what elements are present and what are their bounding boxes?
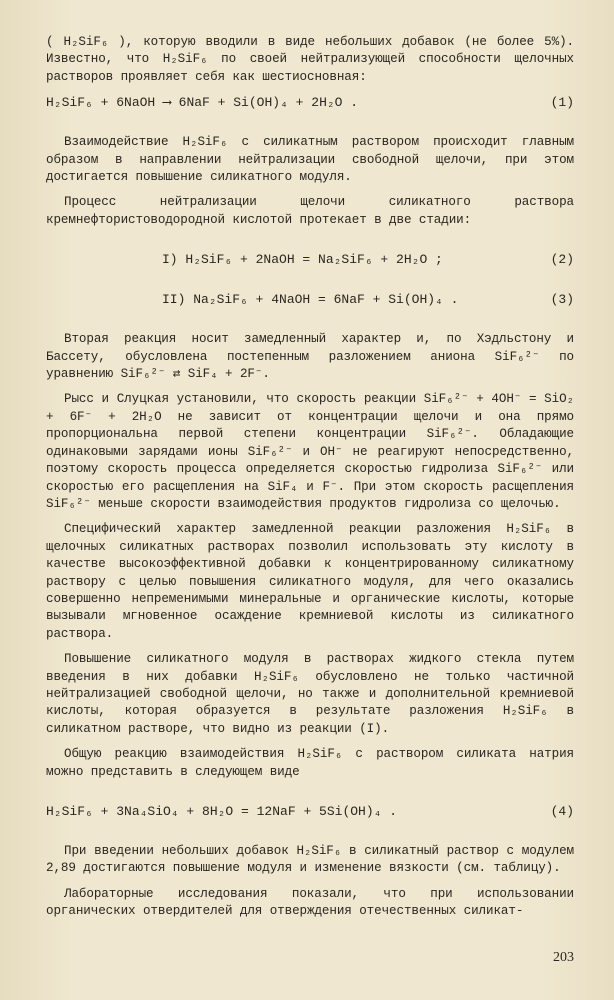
paragraph-neutralization: Процесс нейтрализации щелочи силикатного раствора кремнефтористоводородной кислотой протекает в две стадии:: [46, 195, 574, 227]
paragraph-intro: ( H₂SiF₆ ), которую вводили в виде небольших добавок (не более 5%). Известно, что H₂SiF₆ по своей нейтрализующей способности щелочных растворов проявляет себя как шестиосновная:: [46, 35, 574, 84]
equation-4: [46, 803, 574, 821]
equation-3: [46, 291, 574, 309]
paragraph-general-reaction: Общую реакцию взаимодействия H₂SiF₆ с раствором силиката натрия можно представить в следующем виде: [46, 747, 574, 779]
paragraph-second-reaction: Вторая реакция носит замедленный характер и, по Хэдльстону и Бассету, обусловлена постепенным разложением аниона SiF₆²⁻ по уравнению SiF₆²⁻ ⇄ SiF₄ + 2F⁻.: [46, 332, 574, 382]
equation-1: [46, 94, 574, 112]
equation-4-text: H₂SiF₆ + 3Na₄SiO₄ + 8H₂O = 12NaF + 5Si(OH)₄ .: [46, 804, 398, 819]
paragraph-small-additions: При введении небольших добавок H₂SiF₆ в силикатный раствор с модулем 2,89 достигаются повышение модуля и изменение вязкости (см. таблицу).: [46, 844, 574, 876]
equation-1-number: (1): [550, 95, 574, 111]
equation-2: [46, 251, 574, 269]
paragraph-module-increase: Повышение силикатного модуля в растворах жидкого стекла путем введения в них добавки H₂SiF₆ обусловлено не только частичной нейтрализацией свободной щелочи, но также и дополнительной кремниевой кислоты, которая образуется в результате разложения H₂SiF₆ в силикатном растворе, что видно из реакции (I).: [46, 652, 574, 736]
equation-3-number: (3): [550, 292, 574, 308]
paragraph-interaction: Взаимодействие H₂SiF₆ с силикатным раствором происходит главным образом в направлении нейтрализации свободной щелочи, при этом достигается повышение силикатного модуля.: [46, 135, 574, 185]
page-number: 203: [553, 950, 574, 965]
paragraph-specific-character: Специфический характер замедленной реакции разложения H₂SiF₆ в щелочных силикатных растворах позволил использовать эту кислоту в качестве высокоэффективной добавки к концентрированному силикатному раствору с целью повышения силикатного модуля, для чего оказались совершенно непременимыми минеральные и органические кислоты, которые вызывали мгновенное осаждение кремниевой кислоты из силикатного раствора.: [46, 522, 574, 641]
equation-2-text: I) H₂SiF₆ + 2NaOH = Na₂SiF₆ + 2H₂O ;: [162, 252, 443, 268]
paragraph-ryss-slutskaya: Рысс и Слуцкая установили, что скорость реакции SiF₆²⁻ + 4OH⁻ = SiO₂ + 6F⁻ + 2H₂O не зависит от концентрации щелочи и она прямо пропорциональна первой степени концентрации SiF₆²⁻. Обладающие одинаковыми зарядами ионы SiF₆²⁻ и OH⁻ не реагируют непосредственно, поэтому скорость процесса определяется скоростью гидролиза SiF₆²⁻ или скоростью его расщепления на SiF₄ и F⁻. При этом скорость расщепления SiF₆²⁻ меньше скорости взаимодействия продуктов гидролиза со щелочью.: [46, 392, 574, 511]
equation-4-number: (4): [550, 804, 574, 819]
equation-1-text: H₂SiF₆ + 6NaOH ⟶ 6NaF + Si(OH)₄ + 2H₂O .: [46, 95, 359, 111]
equation-2-number: (2): [550, 252, 574, 268]
equation-3-text: II) Na₂SiF₆ + 4NaOH = 6NaF + Si(OH)₄ .: [162, 292, 459, 308]
paragraph-lab-research: Лабораторные исследования показали, что при использовании органических отвердителей для отверждения отечественных силикат-: [46, 886, 574, 919]
